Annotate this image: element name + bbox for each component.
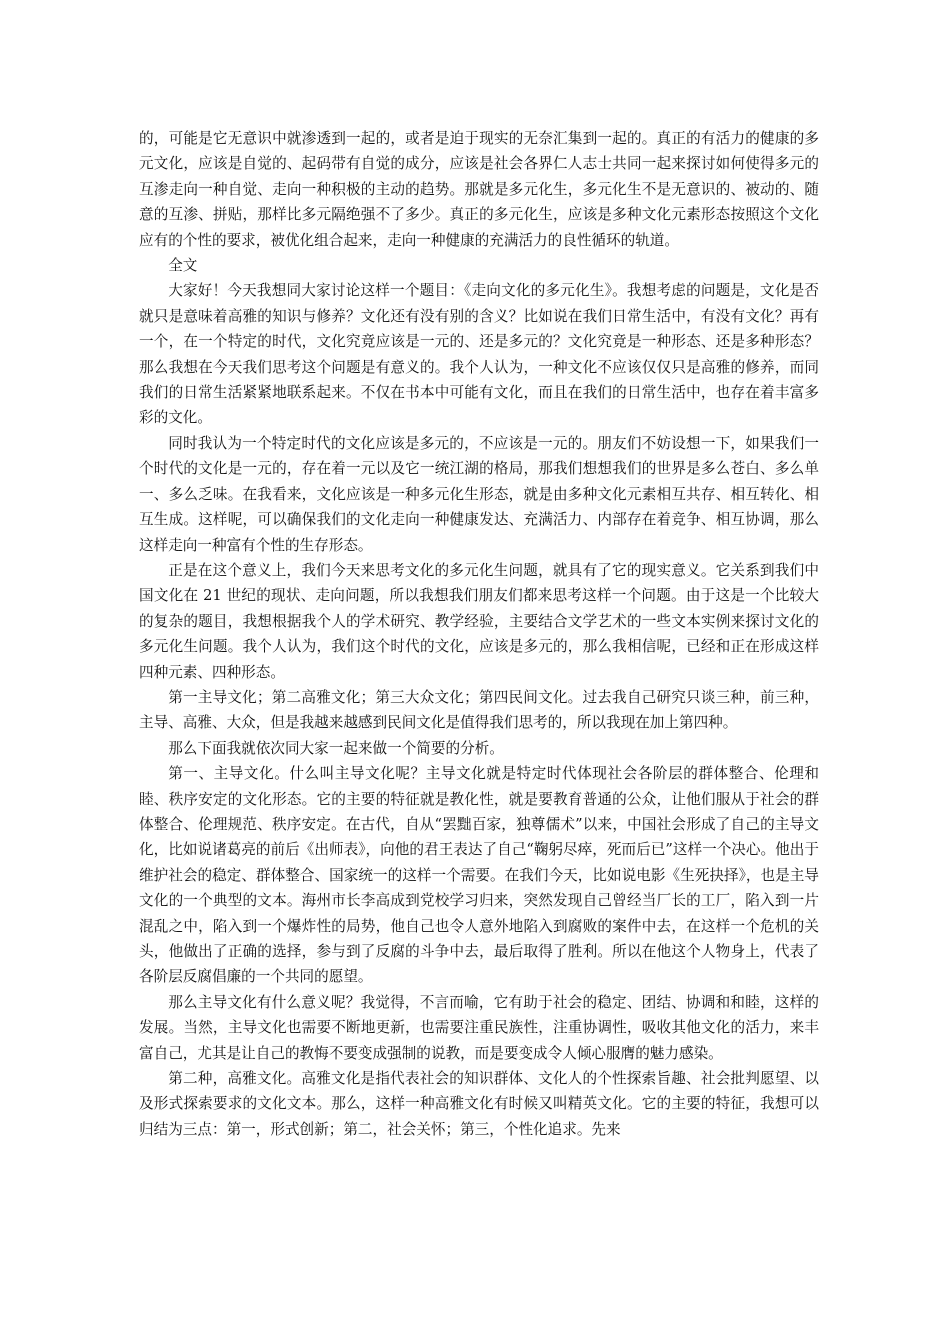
paragraph: 第二种，高雅文化。高雅文化是指代表社会的知识群体、文化人的个性探索旨趣、社会批判愿望、以及形式探索要求的文化文本。那么，这样一种高雅文化有时候又叫精英文化。它的主要的特征，我想可以归结为三点：第一，形式创新；第二，社会关怀；第三，个性化追求。先来 [139, 1070, 819, 1138]
paragraph: 的，可能是它无意识中就渗透到一起的，或者是迫于现实的无奈汇集到一起的。真正的有活力的健康的多元文化，应该是自觉的、起码带有自觉的成分，应该是社会各界仁人志士共同一起来探讨如何使得多元的互渗走向一种自觉、走向一种积极的主动的趋势。那就是多元化生，多元化生不是无意识的、被动的、随意的互渗、拼贴，那样比多元隔绝强不了多少。真正的多元化生，应该是多种文化元素形态按照这个文化应有的个性的要求，被优化组合起来，走向一种健康的充满活力的良性循环的轨道。 [139, 130, 819, 249]
paragraph: 那么主导文化有什么意义呢？我觉得，不言而喻，它有助于社会的稳定、团结、协调和和睦，这样的发展。当然，主导文化也需要不断地更新，也需要注重民族性，注重协调性，吸收其他文化的活力，来丰富自己，尤其是让自己的教悔不要变成强制的说教，而是要变成令人倾心服膺的魅力感染。 [139, 993, 819, 1062]
paragraph: 大家好！今天我想同大家讨论这样一个题目：《走向文化的多元化生》。我想考虑的问题是，文化是否就只是意味着高雅的知识与修养？文化还有没有别的含义？比如说在我们日常生活中，有没有文化？再有一个，在一个特定的时代，文化究竟应该是一元的、还是多元的？文化究竟是一种形态、还是多种形态？那么我想在今天我们思考这个问题是有意义的。我个人认为，一种文化不应该仅仅只是高雅的修养，而同我们的日常生活紧紧地联系起来。不仅在书本中可能有文化，而且在我们的日常生活中，也存在着丰富多彩的文化。 [139, 282, 819, 427]
paragraph: 那么下面我就依次同大家一起来做一个简要的分析。 [168, 739, 504, 757]
paragraph: 第一、主导文化。什么叫主导文化呢？主导文化就是特定时代体现社会各阶层的群体整合、伦理和睦、秩序安定的文化形态。它的主要的特征就是教化性，就是要教育普通的公众，让他们服从于社会的群体整合、伦理规范、秩序安定。在古代，自从“罢黜百家，独尊儒术”以来，中国社会形成了自己的主导文化，比如说诸葛亮的前后《出师表》，向他的君王表达了自己“鞠躬尽瘁，死而后已”这样一个决心。他出于维护社会的稳定、群体整合、国家统一的这样一个需要。在我们今天，比如说电影《生死抉择》，也是主导文化的一个典型的文本。海州市长李高成到党校学习归来，突然发现自己曾经当厂长的工厂，陷入到一片混乱之中，陷入到一个爆炸性的局势，他自己也令人意外地陷入到腐败的案件中去，在这样一个危机的关头，他做出了正确的选择，参与到了反腐的斗争中去，最后取得了胜利。所以在他这个人物身上，代表了各阶层反腐倡廉的一个共同的愿望。 [139, 765, 819, 986]
paragraph: 正是在这个意义上，我们今天来思考文化的多元化生问题，就具有了它的现实意义。它关系到我们中国文化在 21 世纪的现状、走向问题，所以我想我们朋友们都来思考这样一个问题。由于这是一个比较大的复杂的题目，我想根据我个人的学术研究、教学经验，主要结合文学艺术的一些文本实例来探讨文化的多元化生问题。我个人认为，我们这个时代的文化，应该是多元的，那么我相信呢，已经和正在形成这样四种元素、四种形态。 [139, 561, 819, 681]
paragraph: 同时我认为一个特定时代的文化应该是多元的，不应该是一元的。朋友们不妨设想一下，如果我们一个时代的文化是一元的，存在着一元以及它一统江湖的格局，那我们想想我们的世界是多么苍白、多么单一、多么乏味。在我看来，文化应该是一种多元化生形态，就是由多种文化元素相互共存、相互转化、相互生成。这样呢，可以确保我们的文化走向一种健康发达、充满活力、内部存在着竞争、相互协调，那么这样走向一种富有个性的生存形态。 [139, 434, 819, 554]
document-page [139, 126, 819, 1142]
section-heading-quanwen: 全文 [168, 257, 198, 275]
paragraph: 第一主导文化；第二高雅文化；第三大众文化；第四民间文化。过去我自己研究只谈三种，前三种，主导、高雅、大众，但是我越来越感到民间文化是值得我们思考的，所以我现在加上第四种。 [139, 688, 819, 732]
